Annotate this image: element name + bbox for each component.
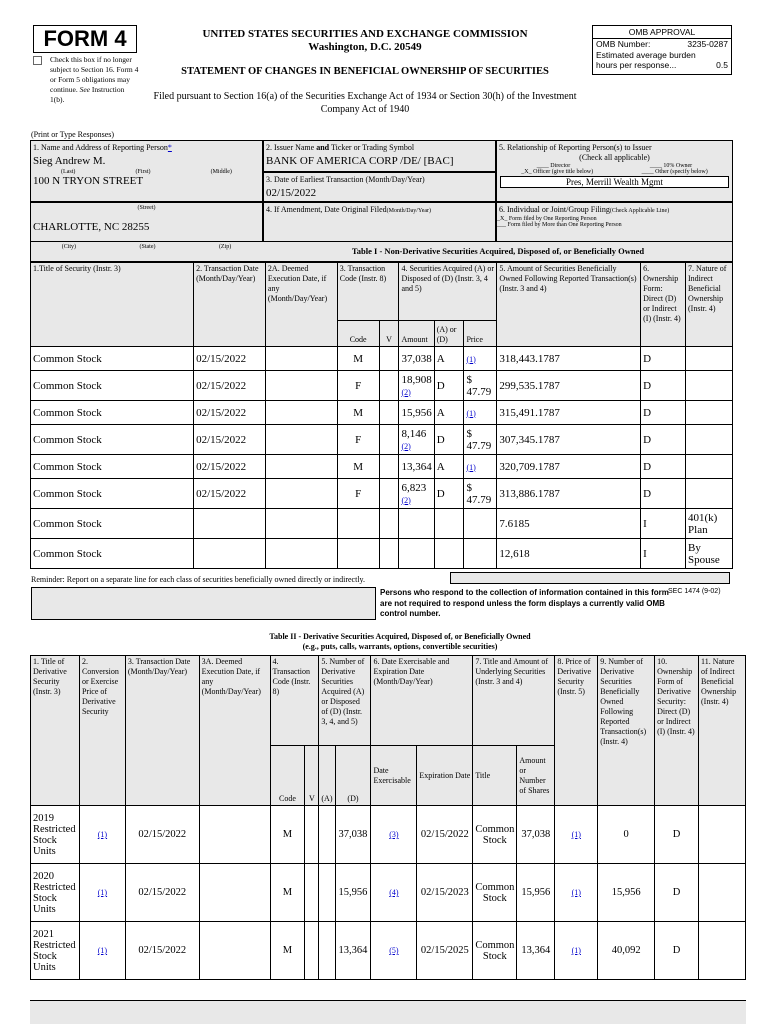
- table-row: Common Stock 12,618 I By Spouse: [31, 539, 733, 569]
- footnote-link[interactable]: (1): [466, 408, 476, 418]
- table-row: Common Stock 02/15/2022 M 37,038 A (1) 318,443.1787 D: [31, 347, 733, 371]
- table-row: 2020 Restricted Stock Units (1) 02/15/2022 M 15,956 (4) 02/15/2023 Common Stock 15,956 (1) 15,956 D: [31, 864, 746, 922]
- bottom-band: [30, 1000, 746, 1024]
- footnote-link[interactable]: (1): [97, 830, 108, 839]
- footnote-link[interactable]: (1): [571, 888, 581, 897]
- city-state-zip-labels: (City) (State) (Zip): [61, 244, 232, 250]
- box5: 5. Relationship of Reporting Person(s) to Issuer (Check all applicable) ____ Director ____ 10% Owner _X_ Officer (give title below) ____ Other (specify below) Pres, Merrill Wealth Mgmt: [496, 140, 733, 202]
- reporter-name: Sieg Andrew M.: [33, 155, 106, 167]
- form-title: FORM 4: [33, 25, 137, 53]
- reminder-text: Reminder: Report on a separate line for each class of securities beneficially owned directly or indirectly.: [31, 575, 366, 584]
- footnote-link[interactable]: (4): [389, 888, 399, 897]
- footnote-link[interactable]: (1): [97, 946, 108, 955]
- table-row: Common Stock 02/15/2022 F 6,823 (2) D $ 47.79 313,886.1787 D: [31, 479, 733, 509]
- footnote-link[interactable]: (2): [401, 441, 411, 451]
- sec-number: SEC 1474 (9-02): [668, 588, 721, 595]
- footnote-link[interactable]: (3): [389, 830, 399, 839]
- footnote-link[interactable]: (2): [401, 387, 411, 397]
- box2: 2. Issuer Name and Ticker or Trading Symbol BANK OF AMERICA CORP /DE/ [BAC]: [263, 140, 496, 172]
- table2: 1. Title of Derivative Security (Instr. 3) 2. Conversion or Exercise Price of Derivative Security 3. Transaction Date (Month/Day/Year) 3A. Deemed Execution Date, if any (Month/Day/Year) 4. Transaction Code (Instr. 8) 5. Number of Derivative Securities Acquired (A) or Disposed of (D) (Instr. 3, 4, and 5) 6. Date Exercisable and Expiration Date (Month/Day/Year) 7. Title and Amount of Underlying Securities (Instr. 3 and 4) 8. Price of Derivative Security (Instr. 5) 9. Number of Derivative Securities Beneficially Owned Following Reported Transaction(s) (Instr. 4) 10. Ownership Form of Derivative Security: Direct (D) or Indirect (I) (Instr. 4) 11. Nature of Indirect Beneficial Ownership (Instr. 4) Code V (A) (D) Date Exercisable Expiration Date Title Amount or Number of Shares 2019 Restricted Stock Units (1) 02/15/2022 M 37,038 (3) 02/15/2022 Common Stock 37,038 (1) 0 D 2020 Restricted Stock Units (1) 02/15/2022 M 15,956 (4) 02/15/2023 Common Stock 15,956 (1) 15,956 D 2021 Restricted Stock Units (1) 02/15/2022 M 13,364 (5) 02/15/2025 Common Stock 13,364 (1) 40,092 D: [30, 655, 746, 980]
- reporter-street: 100 N TRYON STREET: [33, 175, 144, 187]
- footnote-link[interactable]: *: [167, 143, 172, 152]
- print-type: (Print or Type Responses): [31, 130, 115, 139]
- earliest-date: 02/15/2022: [266, 187, 317, 199]
- statement-title: STATEMENT OF CHANGES IN BENEFICIAL OWNERSHIP OF SECURITIES: [181, 66, 549, 77]
- table1-title: Table I - Non-Derivative Securities Acquired, Disposed of, or Beneficially Owned: [351, 246, 645, 256]
- box4: 4. If Amendment, Date Original Filed(Month/Day/Year): [263, 202, 496, 242]
- footnote-link[interactable]: (5): [389, 946, 399, 955]
- box1: 1. Name and Address of Reporting Person* Sieg Andrew M. (Last) (First) (Middle) 100 N TRYON STREET: [30, 140, 263, 202]
- table-row: Common Stock 02/15/2022 M 15,956 A (1) 315,491.1787 D: [31, 401, 733, 425]
- table2-title: Table II - Derivative Securities Acquired, Disposed of, or Beneficially Owned (e.g., puts, calls, warrants, options, convertible securities): [269, 632, 531, 651]
- box3: 3. Date of Earliest Transaction (Month/Day/Year) 02/15/2022: [263, 172, 496, 202]
- footnote-link[interactable]: (1): [466, 354, 476, 364]
- shaded-box: [31, 587, 376, 620]
- reminder-box: [450, 572, 730, 584]
- footnote-link[interactable]: (1): [571, 946, 581, 955]
- officer-title: Pres, Merrill Wealth Mgmt: [500, 176, 729, 188]
- table-row: 2019 Restricted Stock Units (1) 02/15/2022 M 37,038 (3) 02/15/2022 Common Stock 37,038 (1) 0 D: [31, 806, 746, 864]
- table1: 1.Title of Security (Instr. 3) 2. Transaction Date (Month/Day/Year) 2A. Deemed Execution Date, if any (Month/Day/Year) 3. Transaction Code (Instr. 8) 4. Securities Acquired (A) or Disposed of (D) (Instr. 3, 4 and 5) 5. Amount of Securities Beneficially Owned Following Reported Transaction(s) (Instr. 3 and 4) 6. Ownership Form: Direct (D) or Indirect (I) (Instr. 4) 7. Nature of Indirect Beneficial Ownership (Instr. 4) Code V Amount (A) or (D) Price Common Stock 02/15/2022 M 37,038 A (1) 318,443.1787 D Common Stock 02/15/2022 F 18,908 (2) D $ 47.79 299,535.1787 D Common Stock 02/15/2022 M 15,956 A (1) 315,491.1787 D Common Stock 02/15/2022 F 8,146 (2) D $ 47.79 307,345.1787 D Common Stock 02/15/2022 M 13,364 A (1) 320,709.1787 D Common Stock 02/15/2022 F 6,823 (2) D $ 47.79 313,886.1787 D Common Stock 7.6185 I 401(k) Plan Common Stock 12,618 I By Spouse: [30, 262, 733, 569]
- table-row: Common Stock 02/15/2022 M 13,364 A (1) 320,709.1787 D: [31, 455, 733, 479]
- issuer-name: BANK OF AMERICA CORP /DE/ [BAC]: [266, 155, 454, 167]
- checkbox-text: Check this box if no longer subject to Section 16. Form 4 or Form 5 obligations may continue. See Instruction 1(b).: [50, 55, 139, 104]
- box6: 6. Individual or Joint/Group Filing(Check Applicable Line) _X_ Form filed by One Reporting Person ___ Form filed by More than One Reporting Person: [496, 202, 733, 242]
- filed-pursuant: Filed pursuant to Section 16(a) of the Securities Exchange Act of 1934 or Section 30(h) of the Investment Company Act of 1940: [153, 91, 577, 115]
- persons-notice: Persons who respond to the collection of information contained in this form are not required to respond unless the form displays a currently valid OMB control number.: [380, 588, 669, 618]
- table-row: Common Stock 7.6185 I 401(k) Plan: [31, 509, 733, 539]
- omb-approval-box: OMB APPROVAL OMB Number: 3235-0287 Estimated average burden hours per response... 0.5: [592, 25, 732, 75]
- agency-heading: UNITED STATES SECURITIES AND EXCHANGE COMMISSION Washington, D.C. 20549: [202, 28, 528, 53]
- footnote-link[interactable]: (1): [97, 888, 108, 897]
- reporter-city: CHARLOTTE, NC 28255: [33, 221, 150, 233]
- footnote-link[interactable]: (1): [571, 830, 581, 839]
- table-row: Common Stock 02/15/2022 F 8,146 (2) D $ 47.79 307,345.1787 D: [31, 425, 733, 455]
- footnote-link[interactable]: (1): [466, 462, 476, 472]
- table-row: 2021 Restricted Stock Units (1) 02/15/2022 M 13,364 (5) 02/15/2025 Common Stock 13,364 (1) 40,092 D: [31, 922, 746, 980]
- footnote-link[interactable]: (2): [401, 495, 411, 505]
- box1-city: (Street) CHARLOTTE, NC 28255: [30, 202, 263, 242]
- table-row: Common Stock 02/15/2022 F 18,908 (2) D $ 47.79 299,535.1787 D: [31, 371, 733, 401]
- no-longer-subject-checkbox[interactable]: [33, 56, 42, 65]
